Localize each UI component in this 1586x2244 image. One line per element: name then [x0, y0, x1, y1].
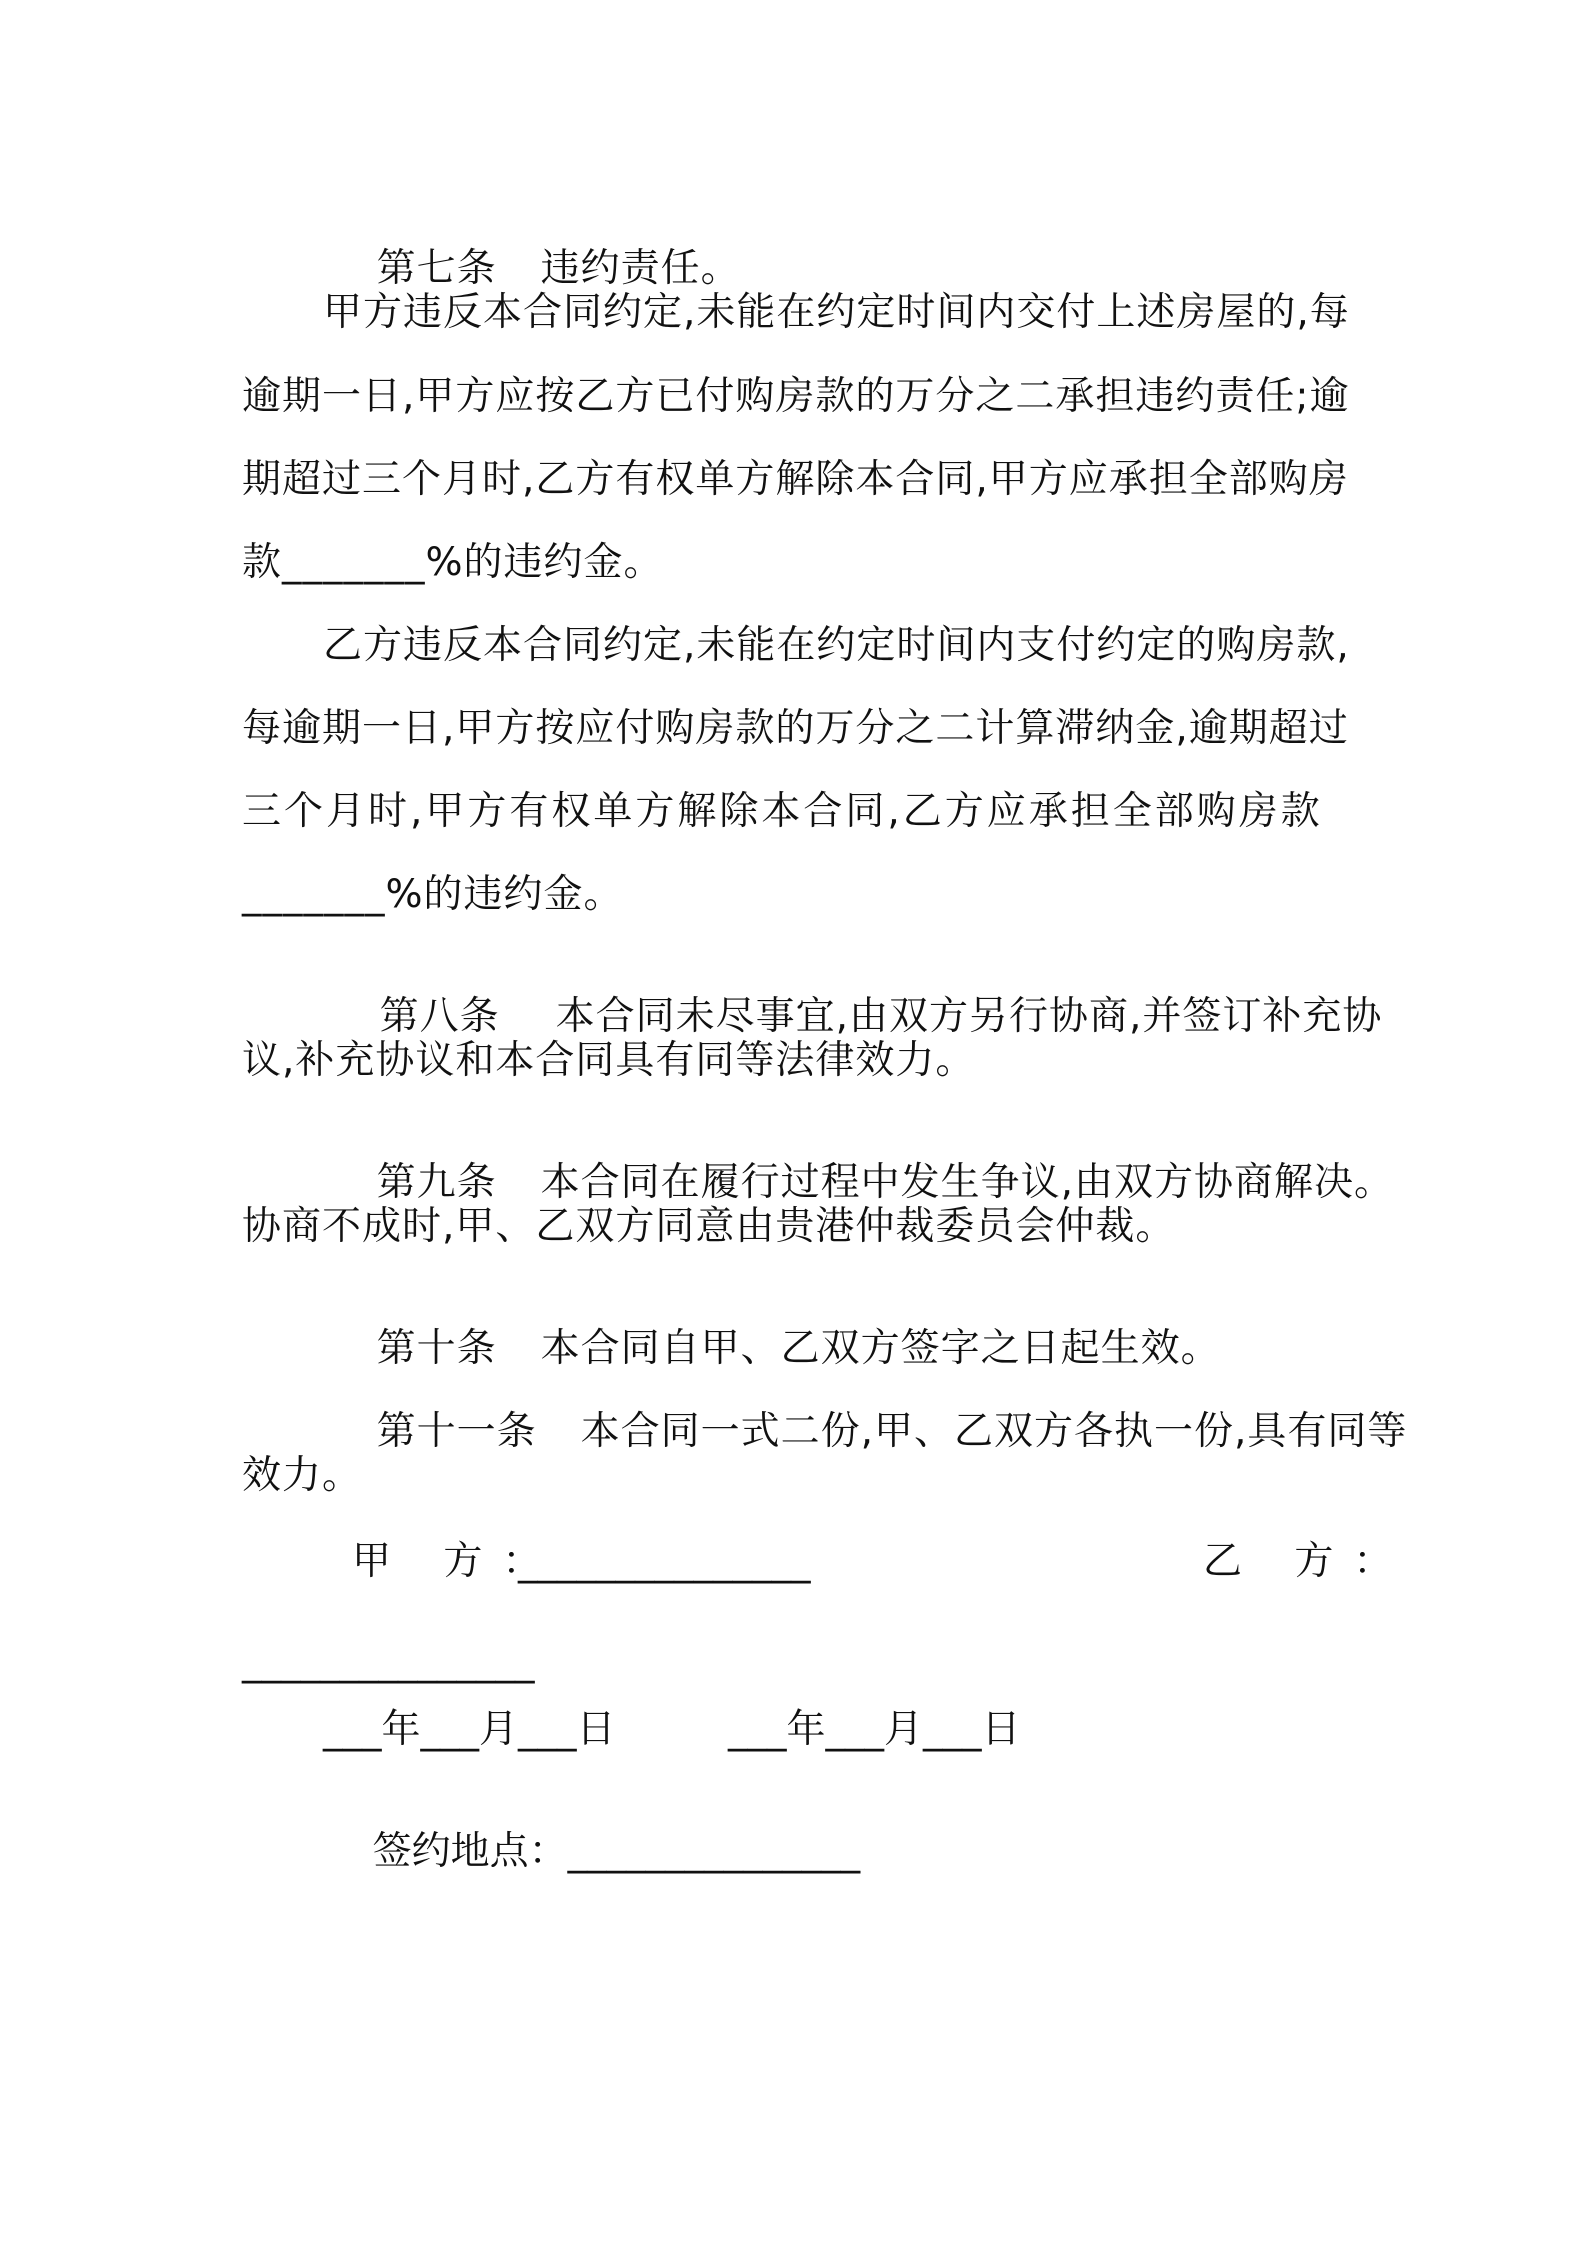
- party-b-label: 乙 方：: [1203, 1539, 1413, 1584]
- article-7-para1-line-1: 甲方违反本合同约定,未能在约定时间内交付上述房屋的,每: [323, 290, 1350, 335]
- article-7-para1-line-2: 逾期一日,甲方应按乙方已付购房款的万分之二承担违约责任;逾: [242, 374, 1350, 419]
- article-9-line-2: 协商不成时,甲、乙双方同意由贵港仲裁委员会仲裁。: [242, 1204, 1176, 1249]
- article-8-text-1: 本合同未尽事宜,由双方另行协商,并签订补充协: [555, 994, 1383, 1039]
- article-11-line-2: 效力。: [242, 1453, 363, 1498]
- party-b-date: ___年___月___日: [728, 1707, 1021, 1752]
- party-a-date: ___年___月___日: [323, 1707, 616, 1752]
- article-7-para1-line-4: 款_______%的违约金。: [242, 540, 664, 585]
- article-10-number: 第十条: [376, 1326, 497, 1371]
- article-7-para2-line-1: 乙方违反本合同约定,未能在约定时间内支付约定的购房款,: [323, 623, 1350, 668]
- signing-location-label: 签约地点：: [372, 1829, 568, 1874]
- article-7-para1-line-3: 期超过三个月时,乙方有权单方解除本合同,甲方应承担全部购房: [242, 457, 1349, 502]
- article-7-title: 违约责任。: [540, 246, 741, 291]
- party-a-label: 甲 方：: [352, 1539, 562, 1584]
- article-11-line-1: [323, 1373, 1407, 1490]
- article-7-number: 第七条: [376, 246, 497, 291]
- signing-location-blank: _______________: [567, 1829, 861, 1874]
- article-9-text-1: 本合同在履行过程中发生争议,由双方协商解决。: [540, 1160, 1395, 1205]
- party-a-signature-blank: _______________: [518, 1539, 811, 1584]
- article-7-para2-line-4: _______%的违约金。: [242, 872, 624, 917]
- article-7-para2-line-2: 每逾期一日,甲方按应付购房款的万分之二计算滞纳金,逾期超过: [242, 706, 1349, 751]
- article-8-line-2: 议,补充协议和本合同具有同等法律效力。: [242, 1038, 976, 1083]
- article-11-text-1: 本合同一式二份,甲、乙双方各执一份,具有同等: [580, 1409, 1408, 1454]
- signing-location: [323, 1793, 860, 1910]
- article-11-number: 第十一条: [376, 1409, 537, 1454]
- article-10-text: 本合同自甲、乙双方签字之日起生效。: [540, 1326, 1221, 1371]
- article-9-number: 第九条: [376, 1160, 497, 1205]
- article-8-number: 第八条: [379, 994, 500, 1039]
- article-7-para2-line-3: 三个月时,甲方有权单方解除本合同,乙方应承担全部购房款: [242, 789, 1323, 834]
- party-b-signature-blank: _______________: [242, 1639, 535, 1684]
